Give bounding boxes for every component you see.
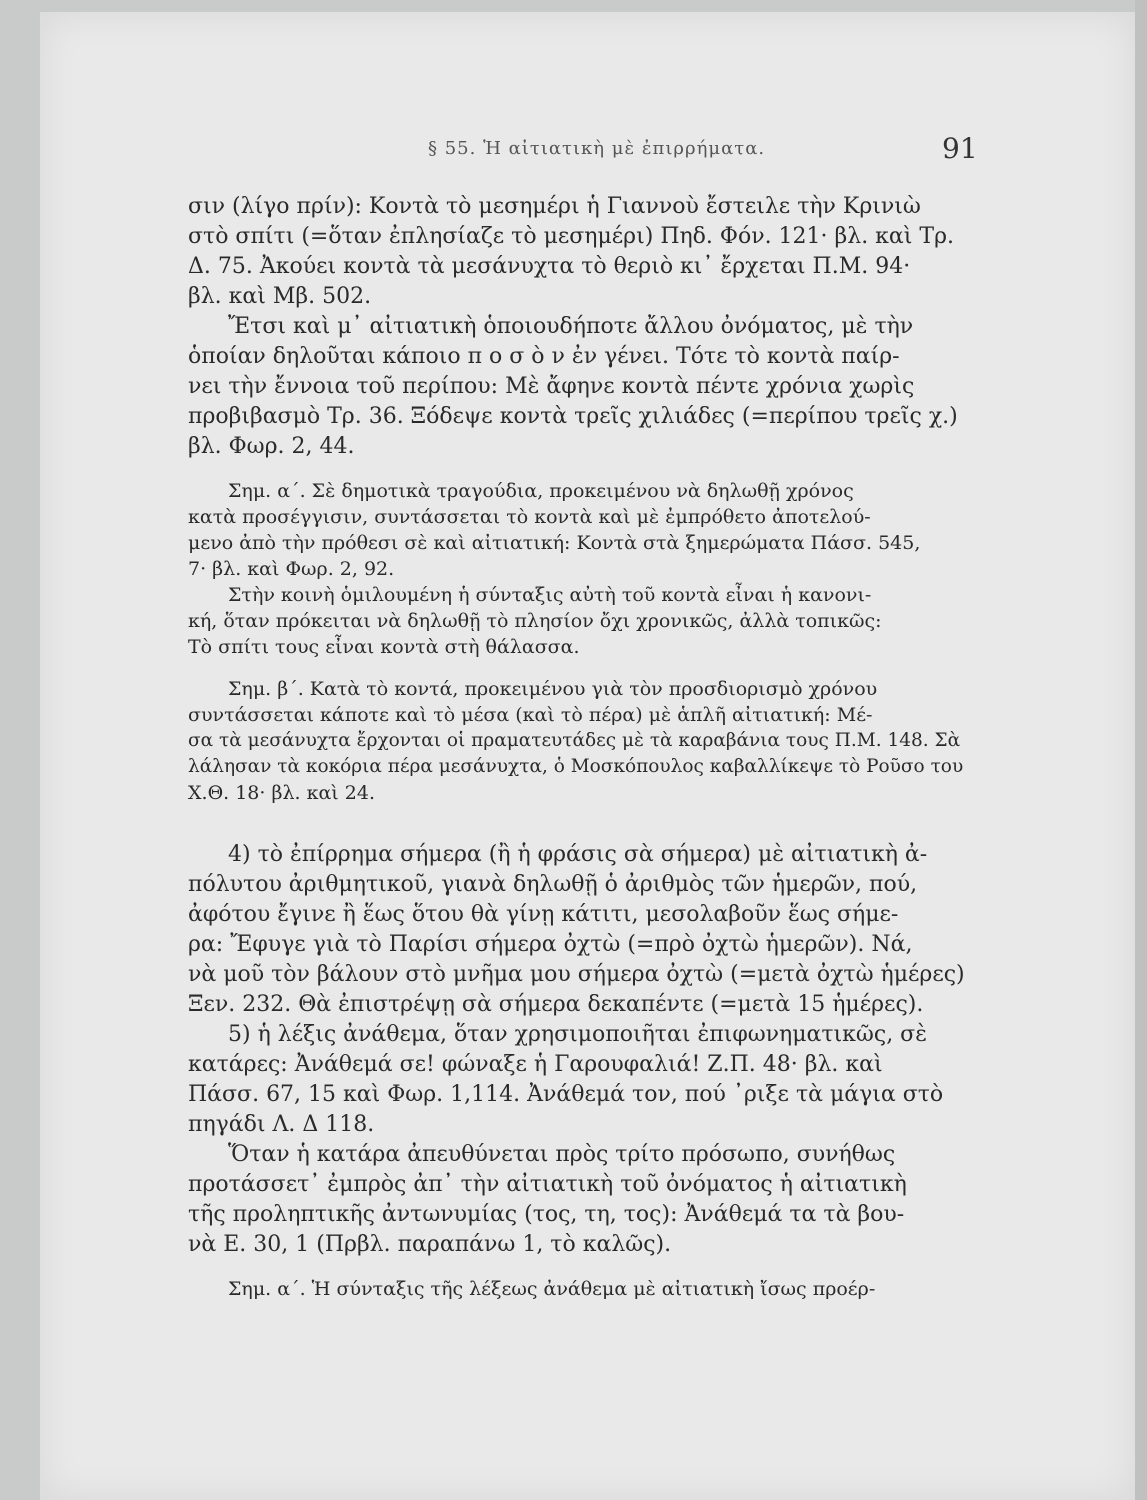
note-line: συντάσσεται κάποτε καὶ τὸ μέσα (καὶ τὸ πέρα) μὲ ἁπλῆ αἰτιατική: Μέ- — [188, 704, 873, 726]
note-line: κατὰ προσέγγισιν, συντάσσεται τὸ κοντὰ καὶ μὲ ἐμπρόθετο ἀποτελού- — [188, 506, 871, 528]
note-line: Σημ. β΄. Κατὰ τὸ κοντά, προκειμένου γιὰ τὸν προσδιορισμὸ χρόνου — [228, 678, 878, 700]
text-line: πηγάδι Λ. Δ 118. — [188, 1112, 375, 1137]
page-edge — [1135, 0, 1147, 1500]
text-line: σιν (λίγο πρίν): Κοντὰ τὸ μεσημέρι ἡ Γιαννοὺ ἔστειλε τὴν Κρινιὼ — [188, 194, 921, 219]
text-line: Ξεν. 232. Θὰ ἐπιστρέψῃ σὰ σήμερα δεκαπέντε (=μετὰ 15 ἡμέρες). — [188, 992, 924, 1017]
text-line: πόλυτου ἀριθμητικοῦ, γιανὰ δηλωθῇ ὁ ἀριθμὸς τῶν ἡμερῶν, πού, — [188, 872, 918, 897]
text-line: Δ. 75. Ἀκούει κοντὰ τὰ μεσάνυχτα τὸ θεριὸ κι᾽ ἔρχεται Π.Μ. 94· — [188, 254, 911, 279]
note-line: Σημ. α΄. Ἡ σύνταξις τῆς λέξεως ἀνάθεμα μὲ αἰτιατικὴ ἴσως προέρ- — [228, 1278, 876, 1300]
text-line: κατάρες: Ἀνάθεμά σε! φώναξε ἡ Γαρουφαλιά! Ζ.Π. 48· βλ. καὶ — [188, 1052, 883, 1077]
body-text — [188, 192, 973, 1302]
page-header — [40, 132, 1135, 172]
note-line: Σημ. α΄. Σὲ δημοτικὰ τραγούδια, προκειμένου νὰ δηλωθῇ χρόνος — [228, 480, 854, 502]
text-line: ὁποίαν δηλοῦται κάποιο π ο σ ὸ ν ἐν γένει. Τότε τὸ κοντὰ παίρ- — [188, 344, 900, 369]
note-line: σα τὰ μεσάνυχτα ἔρχονται οἱ πραματευτάδες μὲ τὰ καραβάνια τους Π.Μ. 148. Σὰ — [188, 730, 961, 751]
text-line: στὸ σπίτι (=ὅταν ἐπλησίαζε τὸ μεσημέρι) Πηδ. Φόν. 121· βλ. καὶ Τρ. — [188, 224, 955, 249]
text-line: ἀφότου ἔγινε ἢ ἕως ὅτου θὰ γίνῃ κάτιτι, μεσολαβοῦν ἕως σήμε- — [188, 902, 899, 927]
text-line: Πάσσ. 67, 15 καὶ Φωρ. 1,114. Ἀνάθεμά τον, πού ᾽ριξε τὰ μάγια στὸ — [188, 1082, 944, 1107]
text-line: 5) ἡ λέξις ἀνάθεμα, ὅταν χρησιμοποιῆται ἐπιφωνηματικῶς, σὲ — [228, 1022, 928, 1047]
text-line: νὰ μοῦ τὸν βάλουν στὸ μνῆμα μου σήμερα ὀχτὼ (=μετὰ ὀχτὼ ἡμέρες) — [188, 962, 965, 987]
note-line: κή, ὅταν πρόκειται νὰ δηλωθῇ τὸ πλησίον ὄχι χρονικῶς, ἀλλὰ τοπικῶς: — [188, 610, 882, 632]
text-line: ρα: Ἔφυγε γιὰ τὸ Παρίσι σήμερα ὀχτὼ (=πρὸ ὀχτὼ ἡμερῶν). Νά, — [188, 932, 913, 957]
page-number: 91 — [942, 132, 978, 165]
text-line: Ὅταν ἡ κατάρα ἀπευθύνεται πρὸς τρίτο πρόσωπο, συνήθως — [228, 1142, 896, 1167]
note-line: μενο ἀπὸ τὴν πρόθεσι σὲ καὶ αἰτιατική: Κοντὰ στὰ ξημερώματα Πάσσ. 545, — [188, 532, 921, 554]
text-line: προτάσσετ᾽ ἐμπρὸς ἀπ᾽ τὴν αἰτιατικὴ τοῦ ὀνόματος ἡ αἰτιατικὴ — [188, 1172, 907, 1197]
text-line: νει τὴν ἔννοια τοῦ περίπου: Μὲ ἄφηνε κοντὰ πέντε χρόνια χωρὶς — [188, 374, 915, 399]
note-line: 7· βλ. καὶ Φωρ. 2, 92. — [188, 558, 395, 580]
note-line: Στὴν κοινὴ ὁμιλουμένη ἡ σύνταξις αὐτὴ τοῦ κοντὰ εἶναι ἡ κανονι- — [228, 584, 872, 606]
text-line: βλ. Φωρ. 2, 44. — [188, 434, 355, 459]
text-line: Ἔτσι καὶ μ᾽ αἰτιατικὴ ὁποιουδήποτε ἄλλου ὀνόματος, μὲ τὴν — [228, 314, 914, 339]
text-line: τῆς προληπτικῆς ἀντωνυμίας (τος, τη, τος): Ἀνάθεμά τα τὰ βου- — [188, 1202, 905, 1227]
running-title: § 55. Ἡ αἰτιατικὴ μὲ ἐπιρρήματα. — [428, 138, 766, 159]
text-line: νὰ Ε. 30, 1 (Πρβλ. παραπάνω 1, τὸ καλῶς). — [188, 1232, 672, 1257]
text-line: βλ. καὶ Μβ. 502. — [188, 284, 372, 309]
book-page — [40, 12, 1135, 1500]
text-line: προβιβασμὸ Τρ. 36. Ξόδεψε κοντὰ τρεῖς χιλιάδες (=περίπου τρεῖς χ.) — [188, 404, 958, 429]
text-line: 4) τὸ ἐπίρρημα σήμερα (ἢ ἡ φράσις σὰ σήμερα) μὲ αἰτιατικὴ ἀ- — [228, 842, 928, 867]
note-line: λάλησαν τὰ κοκόρια πέρα μεσάνυχτα, ὁ Μοσκόπουλος καβαλλίκεψε τὸ Ροῦσο του — [188, 756, 964, 777]
note-line: Χ.Θ. 18· βλ. καὶ 24. — [188, 782, 375, 804]
note-line: Τὸ σπίτι τους εἶναι κοντὰ στὴ θάλασσα. — [188, 636, 580, 658]
